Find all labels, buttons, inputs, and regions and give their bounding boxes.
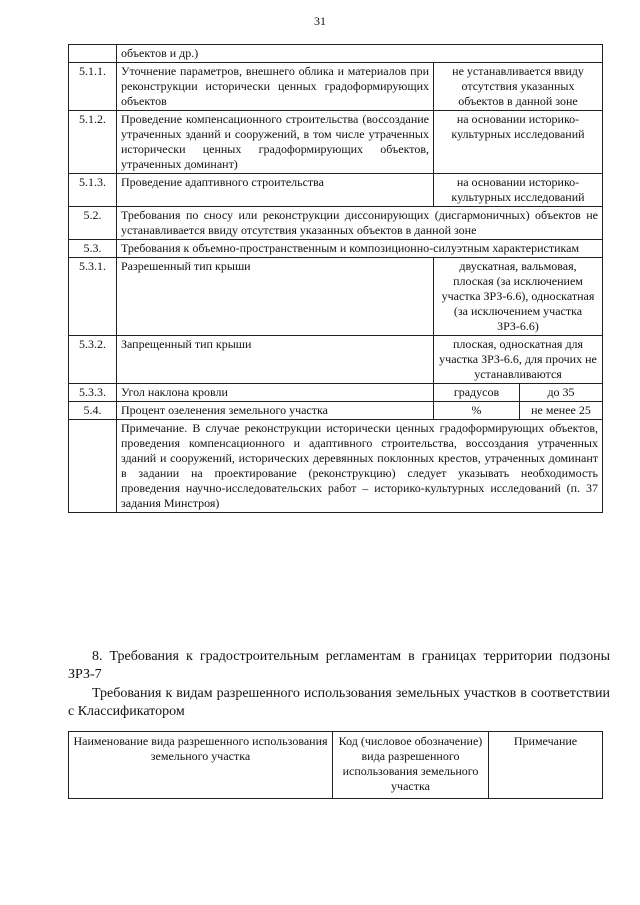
row-number: 5.3.1. [69, 258, 117, 336]
row-number [69, 45, 117, 63]
page-number: 31 [314, 14, 326, 28]
table-row [69, 336, 603, 384]
row-number: 5.2. [69, 207, 117, 240]
row-number: 5.4. [69, 402, 117, 420]
table-row [69, 174, 603, 207]
row-value: до 35 [520, 384, 603, 402]
row-number: 5.3.3. [69, 384, 117, 402]
row-value: на основании историко-культурных исследований [434, 111, 603, 174]
row-text: Требования по сносу или реконструкции диссонирующих (дисгармоничных) объектов не устанавливается ввиду отсутствия указанных объектов в данной зоне [117, 207, 603, 240]
table-row [69, 111, 603, 174]
requirements-table [68, 44, 603, 513]
row-text: Уточнение параметров, внешнего облика и материалов при реконструкции исторически ценных градоформирующих объектов [117, 63, 434, 111]
table-row [69, 240, 603, 258]
table-header-row [69, 732, 603, 799]
row-value: плоская, односкатная для участка ЗРЗ-6.6, для прочих не устанавливаются [434, 336, 603, 384]
row-text: Проведение адаптивного строительства [117, 174, 434, 207]
row-number: 5.1.2. [69, 111, 117, 174]
table-row [69, 207, 603, 240]
note-text: Примечание. В случае реконструкции исторически ценных градоформирующих объектов, проведения компенсационного и адаптивного строительства, воссоздания утраченных зданий и сооружений, исторических деревянных поклонных крестов, утраченных доминант в задании на проектирование (реконструкцию) следует указывать необходимость проведения научно-исследовательских работ – историко-культурных исследований (п. 37 задания Минстроя) [117, 420, 603, 513]
row-number [69, 420, 117, 513]
row-value: не устанавливается ввиду отсутствия указанных объектов в данной зоне [434, 63, 603, 111]
column-header: Код (числовое обозначение) вида разрешенного использования земельного участка [333, 732, 489, 799]
row-unit: % [434, 402, 520, 420]
column-header: Примечание [489, 732, 603, 799]
row-value: на основании историко-культурных исследований [434, 174, 603, 207]
column-header: Наименование вида разрешенного использования земельного участка [69, 732, 333, 799]
row-text: Проведение компенсационного строительства (воссоздание утраченных зданий и сооружений, в том числе утраченных исторически ценных градоформирующих объектов, утраченных доминант) [117, 111, 434, 174]
table-row [69, 384, 603, 402]
row-text: Угол наклона кровли [117, 384, 434, 402]
table-row [69, 258, 603, 336]
row-value: двускатная, вальмовая, плоская (за исключением участка ЗРЗ-6.6), односкатная (за исключением участка ЗРЗ-6.6) [434, 258, 603, 336]
row-number: 5.3.2. [69, 336, 117, 384]
section-heading: 8. Требования к градостроительным регламентам в границах территории подзоны ЗРЗ-7 [68, 649, 610, 682]
row-number: 5.1.3. [69, 174, 117, 207]
table-row [69, 63, 603, 111]
row-number: 5.3. [69, 240, 117, 258]
section-subheading: Требования к видам разрешенного использования земельных участков в соответствии с Классификатором [68, 686, 610, 719]
table-row [69, 402, 603, 420]
row-text: Процент озеленения земельного участка [117, 402, 434, 420]
row-value: не менее 25 [520, 402, 603, 420]
table-row [69, 420, 603, 513]
uses-table [68, 731, 603, 799]
row-number: 5.1.1. [69, 63, 117, 111]
row-text: Запрещенный тип крыши [117, 336, 434, 384]
row-unit: градусов [434, 384, 520, 402]
row-text: Требования к объемно-пространственным и композиционно-силуэтным характеристикам [117, 240, 603, 258]
row-text: объектов и др.) [117, 45, 603, 63]
row-text: Разрешенный тип крыши [117, 258, 434, 336]
table-row [69, 45, 603, 63]
